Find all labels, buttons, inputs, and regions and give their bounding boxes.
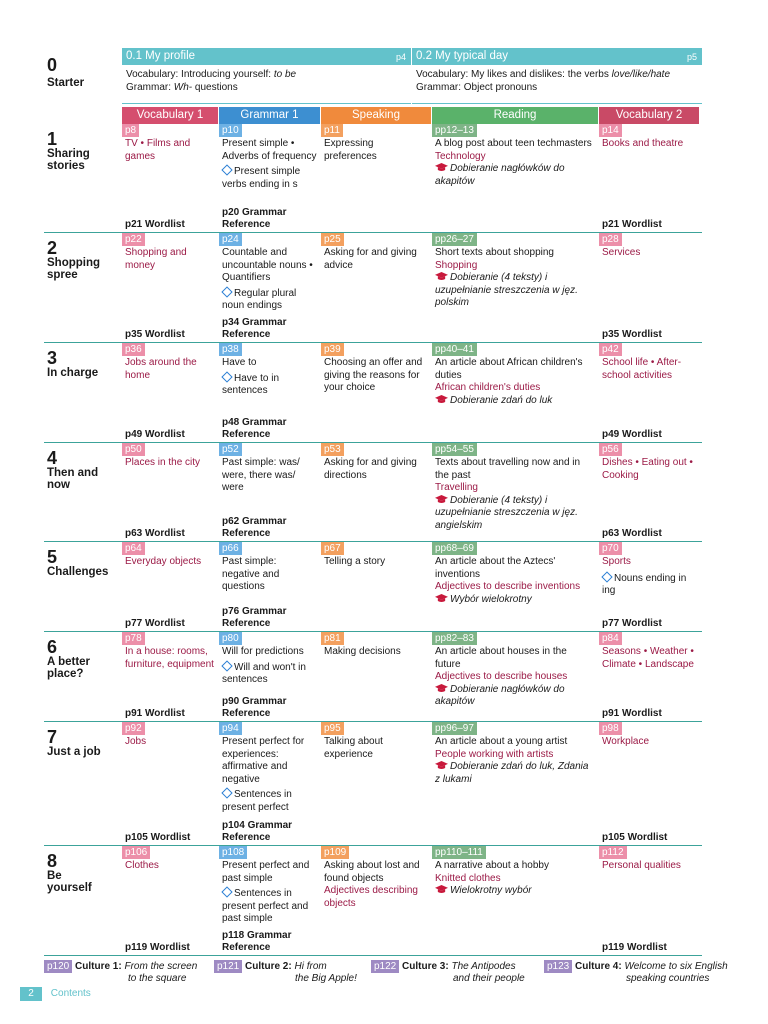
wordlist-ref: p119 Wordlist [602,942,667,953]
culture-label: Culture 3: [402,961,449,972]
exam-task [435,272,595,310]
page-tag: p53 [321,443,344,456]
graduation-cap-icon [435,885,448,894]
vocabulary-topic: Dishes • Eating out • Cooking [602,457,693,481]
vocabulary-topic: TV • Films and games [125,138,191,162]
page-tag: pp26–27 [432,233,477,246]
grammar-1-cell [219,443,320,541]
speaking-cell [321,233,431,342]
speaking-topic: Asking for and giving directions [324,457,417,481]
vocabulary-topic: Shopping and money [125,247,187,271]
unit-label [44,846,120,955]
grammar-topic: Present perfect and past simple [222,860,310,884]
grammar-1-cell [219,343,320,442]
pronunciation-icon [221,286,232,297]
reading-text: An article about houses in the future [435,646,567,670]
grammar-topic: Present perfect for experiences: affirmative and negative [222,736,305,785]
vocabulary-2-cell [599,846,699,955]
vocabulary-topic: School life • After-school activities [602,357,682,381]
pronunciation-note [222,373,317,398]
starter-box-heading [122,48,411,65]
reading-text: An article about a young artist [435,736,568,747]
starter-box-page: p4 [395,52,406,62]
grammar-1-cell [219,233,320,342]
exam-task [435,761,595,786]
page-tag: p94 [219,722,242,735]
unit-row-3 [44,343,702,443]
grammar-reference: p118 Grammar Reference [222,930,292,953]
grammar-topic: Past simple: negative and questions [222,556,280,592]
pronunciation-text: Sentences in present perfect [222,789,292,813]
grammar-topic: Will for predictions [222,646,304,657]
culture-page-tag: p121 [214,960,242,973]
exam-task [435,495,595,533]
culture-label: Culture 1: [75,961,122,972]
unit-number: 4 [47,448,58,468]
culture-page-tag: p123 [544,960,572,973]
culture-row [44,960,744,990]
reading-vocab: Adjectives to describe houses [435,671,568,682]
unit-title: Shopping spree [47,257,101,281]
grammar-text-end: questions [192,82,238,93]
header-vocabulary-2: Vocabulary 2 [599,107,699,124]
unit-row-4 [44,443,702,542]
pronunciation-icon [221,787,232,798]
pronunciation-icon [221,164,232,175]
speaking-topic: Expressing preferences [324,138,377,162]
page-tag: p78 [122,632,145,645]
vocabulary-1-cell [122,542,218,631]
footer-label: Contents [50,988,91,999]
culture-line2: and their people [453,973,525,984]
page-tag: p70 [599,542,622,555]
page-tag: pp40–41 [432,343,477,356]
unit-title: A better place? [47,656,91,680]
vocabulary-2-cell [599,722,699,845]
graduation-cap-icon [435,761,448,770]
unit-number: 8 [47,851,58,871]
pronunciation-icon [221,371,232,382]
reading-cell [432,632,598,721]
wordlist-ref: p91 Wordlist [125,708,185,719]
culture-line1: Hi from [294,961,327,972]
vocabulary-topic: Books and theatre [602,138,684,149]
pronunciation-note [222,662,317,687]
wordlist-ref: p63 Wordlist [125,528,185,539]
culture-label: Culture 2: [245,961,292,972]
speaking-topic: Choosing an offer and giving the reasons for your choice [324,357,423,393]
grammar-topic: Countable and uncountable nouns • Quantifiers [222,247,313,283]
page-tag: p95 [321,722,344,735]
exam-task-text: Dobieranie (4 teksty) i uzupełnianie streszczenia w jęz. polskim [435,272,578,308]
reading-cell [432,124,598,232]
vocabulary-2-cell [599,542,699,631]
vocabulary-topic: Clothes [125,860,159,871]
speaking-vocab: Adjectives describing objects [324,885,418,909]
page-tag: p56 [599,443,622,456]
page-tag: pp54–55 [432,443,477,456]
culture-item-4 [544,960,728,985]
page-tag: p8 [122,124,139,137]
page-tag: pp96–97 [432,722,477,735]
vocabulary-1-cell [122,846,218,955]
vocab-text: Vocabulary: Introducing yourself: [126,69,274,80]
wordlist-ref: p49 Wordlist [602,429,662,440]
grammar-italic: Wh- [173,82,193,93]
unit-rows [44,124,702,956]
starter-grammar-line [126,81,407,94]
graduation-cap-icon [435,395,448,404]
grammar-topic: Have to [222,357,257,368]
vocabulary-topic: Everyday objects [125,556,202,567]
wordlist-ref: p35 Wordlist [125,329,185,340]
page-tag: p39 [321,343,344,356]
page-tag: p109 [321,846,349,859]
page-tag: p112 [599,846,627,859]
page-tag: p11 [321,124,343,137]
page-tag: p38 [219,343,242,356]
starter-vocab-line [126,68,407,81]
unit-row-6 [44,632,702,722]
pronunciation-icon [221,886,232,897]
graduation-cap-icon [435,163,448,172]
page-tag: p14 [599,124,622,137]
starter-box-body [412,65,702,104]
reading-cell [432,846,598,955]
graduation-cap-icon [435,684,448,693]
grammar-reference: p76 Grammar Reference [222,606,287,629]
page-tag: pp110–111 [432,846,486,859]
grammar-1-cell [219,722,320,845]
grammar-reference: p62 Grammar Reference [222,516,287,539]
vocabulary-1-cell [122,124,218,232]
page-tag: p67 [321,542,344,555]
reading-cell [432,233,598,342]
reading-text: An article about African children's duties [435,357,583,381]
unit-label [44,233,120,342]
unit-title: Sharing stories [47,148,90,172]
page-tag: p10 [219,124,242,137]
grammar-reference: p104 Grammar Reference [222,820,293,843]
header-speaking: Speaking [321,107,431,124]
unit-number: 3 [47,348,58,368]
page-tag: p25 [321,233,344,246]
exam-task-text: Dobieranie zdań do luk [450,394,553,406]
unit-title: In charge [47,367,99,379]
culture-line2: the Big Apple! [295,973,357,984]
reading-vocab: Technology [435,150,486,162]
culture-line2: to the square [128,973,187,984]
grammar-topic: Past simple: was/ were, there was/ were [222,457,300,493]
culture-item-2 [214,960,357,985]
unit-number: 1 [47,129,58,149]
speaking-topic: Talking about experience [324,736,383,760]
vocabulary-topic: Sports [602,556,631,567]
pronunciation-text: Present simple verbs ending in s [222,166,301,190]
vocabulary-topic: Workplace [602,736,650,747]
page-tag: p106 [122,846,150,859]
grammar-topic: Present simple • Adverbs of frequency [222,138,317,162]
page-tag: p28 [599,233,622,246]
culture-page-tag: p122 [371,960,399,973]
unit-row-7 [44,722,702,846]
pronunciation-icon [601,571,612,582]
vocabulary-topic: Personal qualities [602,860,681,871]
exam-task [435,594,595,607]
vocabulary-topic: Seasons • Weather • Climate • Landscape [602,646,694,670]
unit-label [44,542,120,631]
grammar-reference: p48 Grammar Reference [222,417,287,440]
wordlist-ref: p63 Wordlist [602,528,662,539]
vocabulary-1-cell [122,443,218,541]
page-tag: p24 [219,233,242,246]
starter-number: 0 [47,55,58,75]
speaking-cell [321,632,431,721]
graduation-cap-icon [435,272,448,281]
grammar-reference: p34 Grammar Reference [222,317,287,340]
starter-box-my-profile [122,48,411,104]
unit-title: Just a job [47,746,101,758]
reading-cell [432,343,598,442]
grammar-reference: p90 Grammar Reference [222,696,287,719]
page-tag: p80 [219,632,242,645]
reading-text: An article about the Aztecs' inventions [435,556,556,580]
graduation-cap-icon [435,594,448,603]
reading-vocab: Travelling [435,482,478,493]
speaking-cell [321,443,431,541]
unit-label [44,443,120,541]
exam-task [435,395,595,408]
page-tag: p98 [599,722,622,735]
vocabulary-2-cell [599,233,699,342]
vocabulary-2-cell [599,124,699,232]
wordlist-ref: p105 Wordlist [602,832,668,843]
speaking-cell [321,722,431,845]
page-footer [20,987,91,1001]
reading-text: Short texts about shopping [435,247,554,258]
page-tag: p108 [219,846,247,859]
page-tag: p42 [599,343,622,356]
page-number: 2 [20,987,42,1001]
culture-line1: From the screen [124,961,198,972]
page-tag: pp12–13 [432,124,477,137]
unit-label [44,124,120,232]
unit-label [44,343,120,442]
pronunciation-text: Nouns ending in ing [602,572,687,596]
culture-line1: Welcome to six English [624,961,728,972]
exam-task-text: Wybór wielokrotny [450,593,532,605]
unit-row-2 [44,233,702,343]
culture-line2: speaking countries [626,973,710,984]
contents-grid [44,107,702,956]
wordlist-ref: p91 Wordlist [602,708,662,719]
unit-number: 2 [47,238,58,258]
exam-task-text: Dobieranie nagłówków do akapitów [435,683,565,707]
pronunciation-text: Will and won't in sentences [222,661,306,685]
wordlist-ref: p77 Wordlist [125,618,185,629]
grammar-1-cell [219,846,320,955]
vocabulary-topic: Jobs [125,736,147,747]
unit-title: Challenges [47,566,109,578]
header-spacer [44,107,120,124]
page-tag: p50 [122,443,145,456]
pronunciation-icon [221,660,232,671]
unit-label [44,722,120,845]
vocab-text: Vocabulary: My likes and dislikes: the verbs [416,69,612,80]
grammar-1-cell [219,632,320,721]
page-tag: p84 [599,632,622,645]
grammar-text: Grammar: [126,82,174,93]
starter-row [44,48,702,104]
reading-vocab: Knitted clothes [435,872,501,884]
page-tag: p64 [122,542,145,555]
speaking-cell [321,124,431,232]
grammar-1-cell [219,542,320,631]
page-tag: p36 [122,343,145,356]
page-tag: p92 [122,722,145,735]
speaking-topic: Telling a story [324,556,386,567]
culture-label: Culture 4: [575,961,622,972]
wordlist-ref: p49 Wordlist [125,429,185,440]
wordlist-ref: p21 Wordlist [125,219,185,230]
culture-item-1 [44,960,197,985]
reading-text: Texts about travelling now and in the past [435,457,581,481]
vocabulary-topic: Jobs around the home [125,357,197,381]
reading-cell [432,542,598,631]
pronunciation-text: Have to in sentences [222,372,280,396]
unit-label [44,632,120,721]
starter-label [47,56,84,89]
grammar-reference: p20 Grammar Reference [222,207,287,230]
exam-task-text: Dobieranie nagłówków do akapitów [435,163,565,187]
unit-row-5 [44,542,702,632]
page-tag: p81 [321,632,344,645]
grammar-1-cell [219,124,320,232]
reading-vocab: African children's duties [435,382,541,393]
starter-box-heading [412,48,702,65]
reading-cell [432,722,598,845]
exam-task [435,163,595,188]
reading-text: A blog post about teen techmasters [435,138,592,149]
pronunciation-note [222,288,317,313]
wordlist-ref: p119 Wordlist [125,942,190,953]
culture-page-tag: p120 [44,960,72,973]
starter-box-title: 0.1 My profile [126,50,196,62]
reading-cell [432,443,598,541]
vocabulary-topic: In a house: rooms, furniture, equipment [125,646,214,670]
speaking-topic: Asking about lost and found objects [324,860,420,884]
wordlist-ref: p105 Wordlist [125,832,191,843]
culture-item-3 [371,960,525,985]
vocab-italic: love/like/hate [611,69,671,80]
header-vocabulary-1: Vocabulary 1 [122,107,218,124]
page-tag: p52 [219,443,242,456]
unit-number: 7 [47,727,58,747]
vocabulary-topic: Services [602,247,641,258]
speaking-cell [321,343,431,442]
pronunciation-note [222,166,317,191]
vocabulary-1-cell [122,632,218,721]
speaking-cell [321,846,431,955]
pronunciation-note [602,573,696,598]
reading-vocab: Adjectives to describe inventions [435,581,581,592]
starter-box-typical-day [412,48,702,104]
unit-title: Then and now [47,467,99,491]
page-tag: pp82–83 [432,632,477,645]
reading-text: A narrative about a hobby [435,860,549,871]
starter-title: Starter [47,77,85,89]
unit-number: 5 [47,547,58,567]
starter-box-body [122,65,411,104]
vocabulary-1-cell [122,722,218,845]
page-tag: p66 [219,542,242,555]
vocabulary-2-cell [599,443,699,541]
wordlist-ref: p21 Wordlist [602,219,662,230]
header-grammar-1: Grammar 1 [219,107,320,124]
graduation-cap-icon [435,495,448,504]
wordlist-ref: p35 Wordlist [602,329,662,340]
starter-grammar-line: Grammar: Object pronouns [416,82,538,93]
header-reading: Reading [432,107,598,124]
culture-line1: The Antipodes [451,961,516,972]
exam-task-text: Dobieranie zdań do luk, Zdania z lukami [435,761,589,785]
reading-vocab: People working with artists [435,748,554,760]
speaking-topic: Making decisions [324,646,401,657]
pronunciation-text: Sentences in present perfect and past simple [222,888,309,924]
speaking-topic: Asking for and giving advice [324,247,417,271]
pronunciation-text: Regular plural noun endings [222,287,297,311]
column-header-row [44,107,702,124]
pronunciation-note [222,888,317,926]
exam-task-text: Dobieranie (4 teksty) i uzupełnianie streszczenia w jęz. angielskim [435,494,578,531]
starter-box-page: p5 [686,52,697,62]
vocabulary-2-cell [599,343,699,442]
exam-task [435,684,595,709]
unit-title: Be yourself [47,870,92,894]
vocabulary-1-cell [122,233,218,342]
unit-number: 6 [47,637,58,657]
starter-box-title: 0.2 My typical day [416,50,509,62]
reading-vocab: Shopping [435,259,478,271]
vocab-italic: to be [273,69,297,80]
page-tag: pp68–69 [432,542,477,555]
pronunciation-note [222,789,317,814]
exam-task-text: Wielokrotny wybór [450,885,532,896]
exam-task [435,885,595,898]
vocabulary-2-cell [599,632,699,721]
unit-row-8 [44,846,702,956]
unit-row-1 [44,124,702,233]
wordlist-ref: p77 Wordlist [602,618,662,629]
starter-vocab-line [416,68,698,81]
vocabulary-topic: Places in the city [125,457,201,468]
speaking-cell [321,542,431,631]
vocabulary-1-cell [122,343,218,442]
page-tag: p22 [122,233,145,246]
